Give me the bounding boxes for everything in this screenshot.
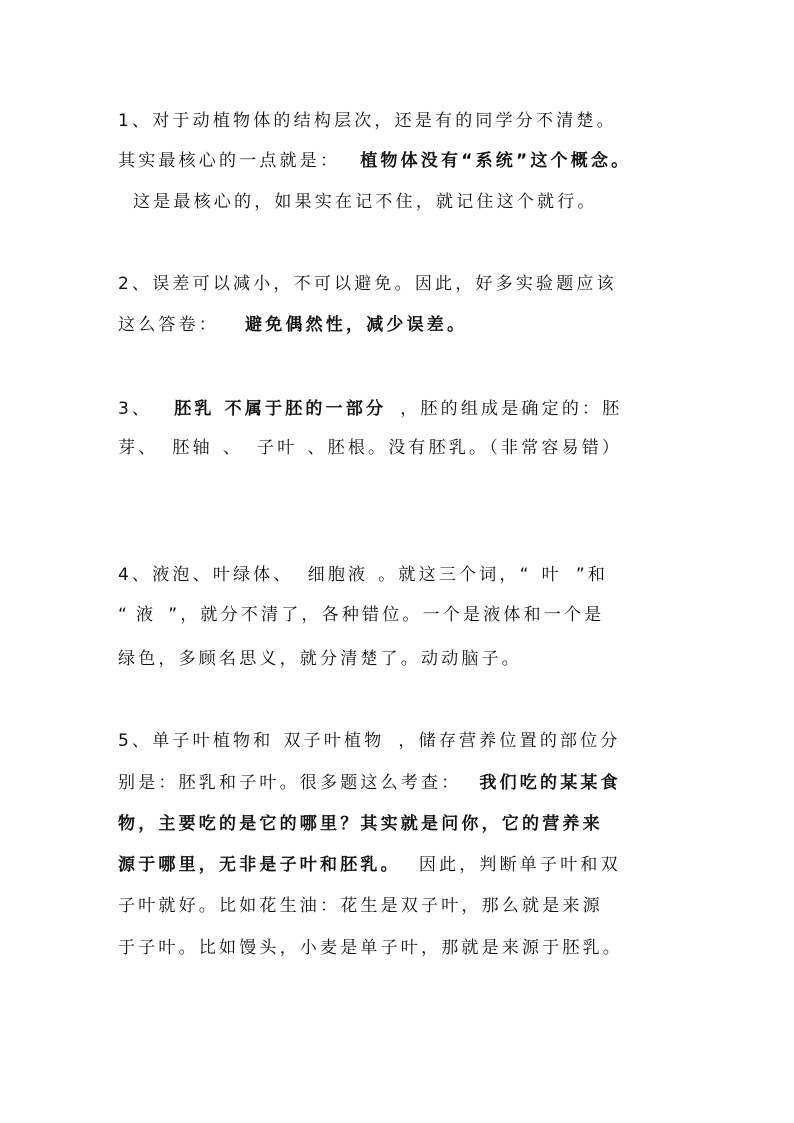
item-4-text: 4、液泡、叶绿体、 (118, 565, 294, 585)
item-4-line-3 (118, 647, 522, 671)
item-1-bold-text: 植物体没有“系统”这个概念。 (360, 151, 632, 171)
item-5-line-1 (118, 729, 621, 753)
item-5-text: 子叶就好。比如花生油：花生是双子叶，那么就是来源 (118, 896, 603, 916)
item-3-line-2 (118, 436, 622, 460)
item-5-text: 因此，判断单子叶和双 (418, 855, 621, 875)
item-4-text: “ (118, 605, 131, 625)
item-5-text: 5、单子叶植物和 (118, 731, 274, 751)
item-4-text: ”和 (575, 565, 609, 585)
item-2-line-2 (118, 313, 467, 337)
item-4-text: 。就这三个词，“ (378, 565, 532, 585)
item-5-text: 双子叶植物 (283, 731, 385, 751)
item-2-text: 2、误差可以减小，不可以避免。因此，好多实验题应该 (118, 274, 617, 294)
item-2-text: 这么答卷： (118, 315, 219, 335)
item-1-text: 其实最核心的一点就是： (118, 151, 341, 171)
item-5-line-6 (118, 936, 623, 960)
item-1-line-2 (118, 149, 631, 173)
item-5-bold-text: 我们吃的某某食 (479, 773, 621, 793)
item-1-text: 这是最核心的，如果实在记不住，就记住这个就行。 (133, 192, 598, 212)
item-5-text: 于子叶。比如馒头，小麦是单子叶，那就是来源于胚乳。 (118, 938, 623, 958)
item-4-line-2 (118, 603, 604, 627)
item-1-text: 1、对于动植物体的结构层次，还是有的同学分不清楚。 (118, 111, 617, 131)
item-4-text: 绿色，多顾名思义，就分清楚了。动动脑子。 (118, 649, 522, 669)
item-3-line-1 (118, 397, 622, 421)
item-3-text: 芽、 (118, 438, 159, 458)
item-3-text: 子叶 (257, 438, 298, 458)
item-3-text: 3、 (118, 399, 153, 419)
item-4-line-1 (118, 563, 608, 587)
item-4-text: 叶 (541, 565, 562, 585)
item-1-line-3 (133, 190, 598, 214)
item-5-line-2 (118, 771, 621, 795)
item-3-text: 胚轴 (172, 438, 213, 458)
item-5-text: ，储存营养位置的部位分 (398, 731, 621, 751)
item-5-line-5 (118, 894, 603, 918)
item-5-line-3 (118, 812, 603, 836)
item-4-text: 液 (136, 605, 157, 625)
item-3-text: 、胚根。没有胚乳。（非常容易错） (307, 438, 623, 458)
item-3-text: ，胚的组成是确定的：胚 (400, 399, 623, 419)
item-2-bold-text: 避免偶然性，减少误差。 (245, 315, 468, 335)
item-4-text: ”，就分不清了，各种错位。一个是液体和一个是 (168, 605, 605, 625)
item-5-bold-text: 源于哪里，无非是子叶和胚乳。 (118, 855, 401, 875)
item-1-line-1 (118, 109, 617, 133)
item-5-line-4 (118, 853, 621, 877)
item-5-bold-text: 物，主要吃的是它的哪里？其实就是问你，它的营养来 (118, 814, 603, 834)
item-2-line-1 (118, 272, 617, 296)
item-5-text: 别是：胚乳和子叶。很多题这么考查： (118, 773, 462, 793)
item-3-text: 、 (222, 438, 244, 458)
item-3-bold-text: 胚乳 (174, 399, 215, 419)
item-4-text: 细胞液 (307, 565, 369, 585)
item-3-bold-text: 不属于胚的一部分 (224, 399, 387, 419)
